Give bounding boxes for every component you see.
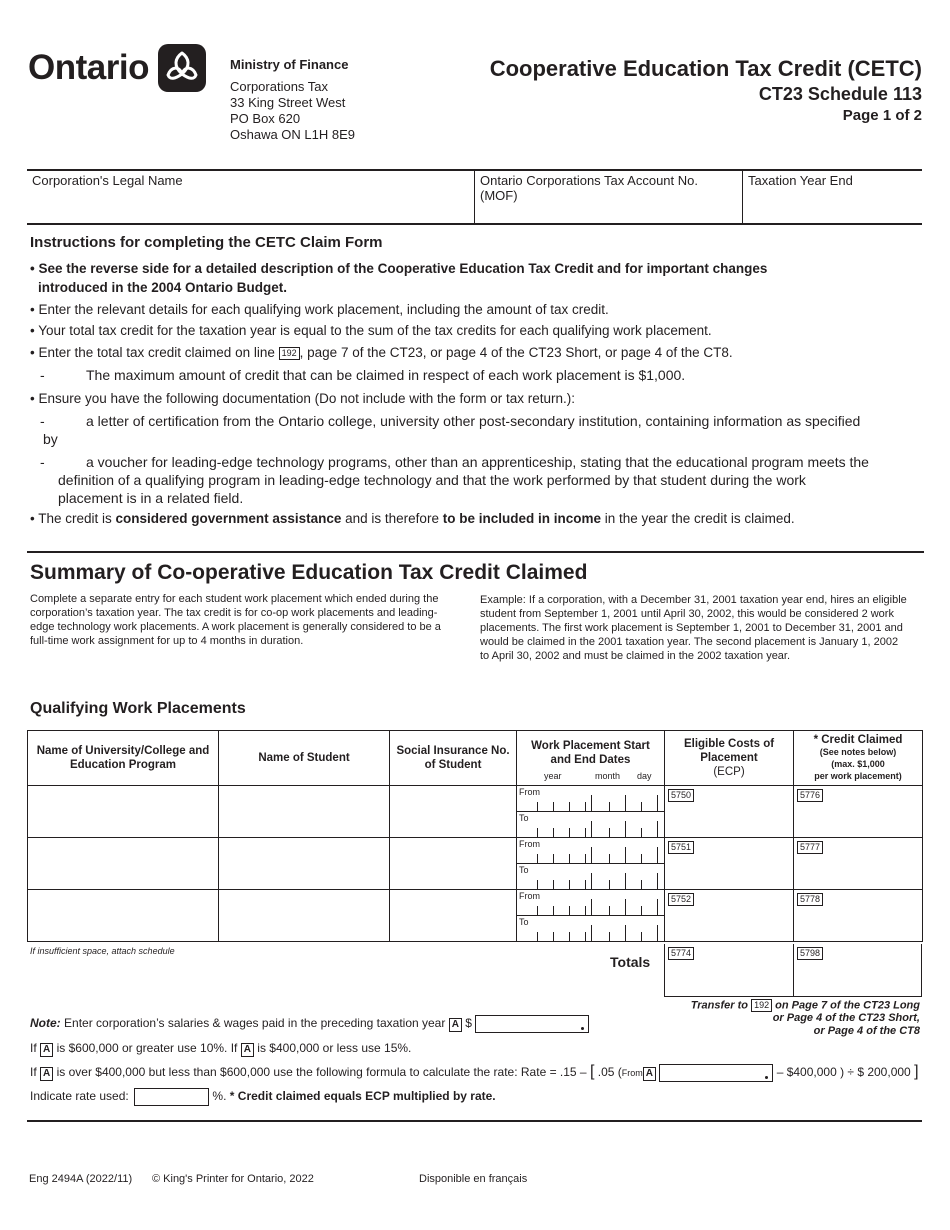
dates-cell — [517, 838, 665, 890]
form-title: Cooperative Education Tax Credit (CETC) — [489, 56, 922, 81]
credit-rule: * Credit claimed equals ECP multiplied by rate. — [229, 1089, 496, 1104]
page-number: Page 1 of 2 — [842, 107, 922, 124]
to-date-field[interactable] — [517, 812, 664, 837]
date-digit-divider — [641, 802, 642, 811]
university-cell[interactable] — [28, 838, 219, 890]
table-header-row — [28, 731, 923, 786]
instruction-sub-cont: placement is in a related field. — [58, 490, 244, 506]
col-ecp-abbr: (ECP) — [713, 766, 745, 778]
instruction-bullet-cont: introduced in the 2004 Ontario Budget. — [38, 280, 288, 295]
year-end-label: Taxation Year End — [748, 173, 853, 188]
text: considered government assistance — [115, 511, 342, 526]
ontario-logo-text: Ontario — [28, 48, 149, 87]
total-ecp-field[interactable] — [664, 944, 794, 997]
form-schedule: CT23 Schedule 113 — [758, 84, 922, 104]
text: – $400,000 ) ÷ $ 200,000 — [776, 1065, 911, 1080]
to-label: To — [519, 917, 529, 927]
date-digit-divider — [585, 828, 586, 837]
sin-cell[interactable] — [390, 890, 517, 942]
credit-field-code: 5777 — [797, 841, 823, 854]
address-line: PO Box 620 — [230, 111, 301, 126]
date-digit-divider — [609, 880, 610, 889]
text: The maximum amount of credit that can be claimed in respect of each work placement is $1,000. — [86, 367, 686, 383]
ecp-cell[interactable] — [665, 786, 794, 838]
text: and is therefore — [345, 511, 439, 526]
col-credit-per: per work placement) — [814, 771, 902, 781]
date-digit-divider — [625, 899, 626, 915]
text: Transfer to — [690, 999, 748, 1012]
instruction-bullet: • Your total tax credit for the taxation year is equal to the sum of the tax credits for each qualifying work placement. — [30, 323, 712, 338]
date-digit-divider — [553, 932, 554, 941]
account-number-field[interactable] — [475, 171, 743, 223]
text: a voucher for leading-edge technology programs, other than an apprenticeship, stating that the educational program meets the — [86, 454, 869, 470]
date-digit-divider — [641, 828, 642, 837]
text: on Page 7 of the CT23 Long — [775, 999, 920, 1012]
text: If — [30, 1065, 37, 1080]
trillium-logo-icon — [158, 44, 206, 92]
bracket: ] — [914, 1063, 919, 1081]
line-number-box: 192 — [279, 347, 300, 360]
date-digit-divider — [585, 802, 586, 811]
date-digit-divider — [569, 880, 570, 889]
text: is over $400,000 but less than $600,000 use the following formula to calculate the rate: Rate = .15 – — [56, 1065, 587, 1080]
text: is $400,000 or less use 15%. — [257, 1041, 412, 1055]
instruction-sub-cont: definition of a qualifying program in leading-edge technology and that the work performed by that student during the work — [58, 472, 806, 488]
date-digit-divider — [625, 873, 626, 889]
instruction-bullet — [30, 344, 733, 362]
instruction-sub — [40, 453, 869, 471]
date-digit-divider — [657, 847, 658, 863]
month-label: month — [595, 771, 621, 781]
dash: - — [40, 454, 45, 470]
date-digit-divider — [537, 906, 538, 915]
date-digit-divider — [609, 932, 610, 941]
text: to be included in income — [442, 511, 601, 526]
rate-rule-1 — [30, 1040, 411, 1057]
date-digit-divider — [609, 828, 610, 837]
ministry-address — [230, 57, 355, 143]
date-digit-divider — [609, 802, 610, 811]
date-digit-divider — [591, 925, 592, 941]
date-digit-divider — [625, 821, 626, 837]
to-date-field[interactable] — [517, 916, 664, 941]
text: or Page 4 of the CT23 Short, — [772, 1012, 920, 1025]
placements-title: Qualifying Work Placements — [30, 700, 246, 717]
instruction-bullet — [30, 510, 795, 528]
date-digit-divider — [625, 847, 626, 863]
col-ecp — [665, 731, 794, 786]
instruction-bullet: • Ensure you have the following documentation (Do not include with the form or tax return.): — [30, 391, 576, 406]
from-label: From — [519, 787, 540, 797]
from-date-field[interactable] — [517, 890, 664, 916]
from-label: From — [519, 839, 540, 849]
student-cell[interactable] — [219, 786, 390, 838]
form-title-block — [490, 56, 922, 126]
col-credit-note: (See notes below) — [819, 747, 897, 757]
date-digit-divider — [537, 880, 538, 889]
copyright: © King's Printer for Ontario, 2022 — [152, 1173, 314, 1185]
date-digit-divider — [569, 932, 570, 941]
total-ecp-code: 5774 — [668, 947, 694, 960]
sin-cell[interactable] — [390, 786, 517, 838]
total-credit-code: 5798 — [797, 947, 823, 960]
date-digit-divider — [641, 932, 642, 941]
date-digit-divider — [537, 828, 538, 837]
text: , page 7 of the CT23, or page 4 of the CT23 Short, or page 4 of the CT8. — [299, 345, 733, 360]
box-a: A — [241, 1043, 254, 1057]
date-digit-divider — [537, 932, 538, 941]
total-credit-field[interactable] — [793, 944, 922, 997]
line-number-box: 192 — [751, 999, 772, 1012]
dollar-sign: $ — [465, 1016, 472, 1031]
table-row — [28, 786, 923, 838]
instruction-sub — [40, 412, 860, 430]
text: is $600,000 or greater use 10%. If — [56, 1041, 238, 1055]
box-a: A — [40, 1043, 53, 1057]
rate-rule-2 — [30, 1064, 919, 1082]
box-a: A — [643, 1067, 656, 1081]
text: Enter corporation’s salaries & wages paid in the preceding taxation year — [64, 1016, 446, 1031]
ecp-cell[interactable] — [665, 890, 794, 942]
year-end-field[interactable] — [743, 171, 922, 223]
dash: - — [40, 413, 45, 429]
date-digit-divider — [553, 880, 554, 889]
salaries-input[interactable] — [475, 1015, 589, 1033]
rate-label: Indicate rate used: — [30, 1089, 129, 1104]
totals-label: Totals — [610, 954, 651, 970]
text: If — [30, 1041, 37, 1055]
col-university: Name of University/College and Education Program — [28, 731, 219, 786]
from-label: From — [621, 1068, 643, 1079]
col-sin: Social Insurance No. of Student — [390, 731, 517, 786]
col-student: Name of Student — [219, 731, 390, 786]
date-digit-divider — [569, 802, 570, 811]
box-a: A — [40, 1067, 53, 1081]
date-digit-divider — [585, 932, 586, 941]
date-digit-divider — [657, 925, 658, 941]
col-dates — [517, 731, 665, 786]
to-label: To — [519, 865, 529, 875]
date-digit-divider — [641, 880, 642, 889]
text: a letter of certification from the Ontario college, university other post-secondary institution, containing information as specified — [86, 413, 861, 429]
text: • Enter the total tax credit claimed on line — [30, 345, 275, 360]
decimal-dot — [765, 1076, 768, 1079]
dash: - — [40, 367, 45, 383]
address-line: 33 King Street West — [230, 95, 346, 110]
credit-cell[interactable] — [794, 786, 923, 838]
instruction-sub-cont: by — [43, 431, 58, 447]
instruction-sub — [40, 366, 685, 384]
french-availability: Disponible en français — [419, 1173, 528, 1185]
from-date-field[interactable] — [517, 838, 664, 864]
student-cell[interactable] — [219, 890, 390, 942]
form-number: Eng 2494A (2022/11) — [29, 1173, 133, 1185]
col-credit-max: (max. $1,000 — [831, 759, 885, 769]
date-digit-divider — [657, 873, 658, 889]
insufficient-space-note: If insufficient space, attach schedule — [30, 946, 175, 956]
rate-input[interactable] — [134, 1088, 209, 1106]
percent-sign: %. — [212, 1089, 227, 1104]
date-digit-divider — [591, 847, 592, 863]
date-digit-divider — [569, 828, 570, 837]
note-label: Note: — [30, 1016, 61, 1031]
from-label: From — [519, 891, 540, 901]
date-digit-divider — [641, 906, 642, 915]
date-digit-divider — [537, 854, 538, 863]
date-digit-divider — [609, 854, 610, 863]
account-number-label: Ontario Corporations Tax Account No. (MOF) — [480, 173, 698, 203]
text: .05 ( — [597, 1065, 622, 1080]
date-digit-divider — [537, 802, 538, 811]
date-digit-divider — [585, 854, 586, 863]
box-a: A — [449, 1018, 462, 1032]
section-divider — [27, 551, 924, 553]
summary-example-text: Example: If a corporation, with a December 31, 2001 taxation year end, hires an eligible student from September 1, 2001 until April 30, 2002, this would be considered 2 work placements. The first work placement is September 1, 2001 to December 31, 2001 and would be claimed in the 2001 taxation year. The second placement is January 1, 2002 to April 30, 2002 and must be claimed in the 2002 taxation year. — [480, 594, 907, 662]
day-label: day — [637, 771, 652, 781]
col-credit-label: * Credit Claimed — [813, 734, 903, 746]
ministry-name: Ministry of Finance — [230, 57, 349, 72]
decimal-dot — [581, 1027, 584, 1030]
date-digit-divider — [657, 821, 658, 837]
legal-name-label: Corporation's Legal Name — [32, 173, 183, 188]
bottom-divider — [27, 1120, 922, 1122]
placements-table — [27, 730, 923, 942]
date-digit-divider — [553, 906, 554, 915]
date-digit-divider — [657, 899, 658, 915]
instructions-title: Instructions for completing the CETC Claim Form — [30, 234, 383, 251]
rate-used-row — [30, 1088, 496, 1106]
from-date-field[interactable] — [517, 786, 664, 812]
date-digit-divider — [591, 899, 592, 915]
salaries-note — [30, 1015, 589, 1033]
credit-field-code: 5778 — [797, 893, 823, 906]
summary-left-text: Complete a separate entry for each student work placement which ended during the corporation’s taxation year. The tax credit is for co-op work placements and leading-edge technology work placements. A work placement is generally considered to be a full-time work assignment for up to 4 months in duration. — [30, 593, 441, 647]
university-cell[interactable] — [28, 890, 219, 942]
table-row — [28, 890, 923, 942]
university-cell[interactable] — [28, 786, 219, 838]
dates-cell — [517, 786, 665, 838]
date-digit-divider — [591, 795, 592, 811]
to-label: To — [519, 813, 529, 823]
student-cell[interactable] — [219, 838, 390, 890]
credit-field-code: 5776 — [797, 789, 823, 802]
instruction-bullet: • See the reverse side for a detailed description of the Cooperative Education Tax Credit and for important changes — [30, 261, 768, 276]
summary-title: Summary of Co-operative Education Tax Credit Claimed — [30, 561, 588, 584]
text: in the year the credit is claimed. — [604, 511, 795, 526]
table-row — [28, 838, 923, 890]
col-ecp-label: Eligible Costs of Placement — [683, 738, 775, 764]
ecp-field-code: 5750 — [668, 789, 694, 802]
dates-cell — [517, 890, 665, 942]
formula-input[interactable] — [659, 1064, 773, 1082]
to-date-field[interactable] — [517, 864, 664, 889]
date-digit-divider — [591, 873, 592, 889]
date-digit-divider — [553, 854, 554, 863]
text: or Page 4 of the CT8 — [813, 1025, 920, 1038]
date-digit-divider — [609, 906, 610, 915]
col-credit — [794, 731, 923, 786]
date-digit-divider — [641, 854, 642, 863]
date-digit-divider — [625, 795, 626, 811]
instruction-bullet: • Enter the relevant details for each qualifying work placement, including the amount of tax credit. — [30, 302, 609, 317]
date-digit-divider — [625, 925, 626, 941]
year-label: year — [544, 771, 562, 781]
identification-fields — [27, 169, 922, 225]
ecp-field-code: 5752 — [668, 893, 694, 906]
credit-cell[interactable] — [794, 838, 923, 890]
transfer-note — [691, 999, 920, 1038]
address-line: Corporations Tax — [230, 79, 329, 94]
date-digit-divider — [591, 821, 592, 837]
legal-name-field[interactable] — [27, 171, 475, 223]
address-line: Oshawa ON L1H 8E9 — [230, 127, 356, 142]
date-digit-divider — [585, 906, 586, 915]
date-digit-divider — [569, 854, 570, 863]
date-digit-divider — [569, 906, 570, 915]
bracket: [ — [589, 1063, 595, 1081]
date-digit-divider — [585, 880, 586, 889]
sin-cell[interactable] — [390, 838, 517, 890]
text: • The credit is — [30, 511, 112, 526]
date-digit-divider — [553, 802, 554, 811]
date-digit-divider — [657, 795, 658, 811]
ecp-field-code: 5751 — [668, 841, 694, 854]
col-dates-label: Work Placement Start and End Dates — [531, 740, 650, 766]
credit-cell[interactable] — [794, 890, 923, 942]
ecp-cell[interactable] — [665, 838, 794, 890]
date-digit-divider — [553, 828, 554, 837]
